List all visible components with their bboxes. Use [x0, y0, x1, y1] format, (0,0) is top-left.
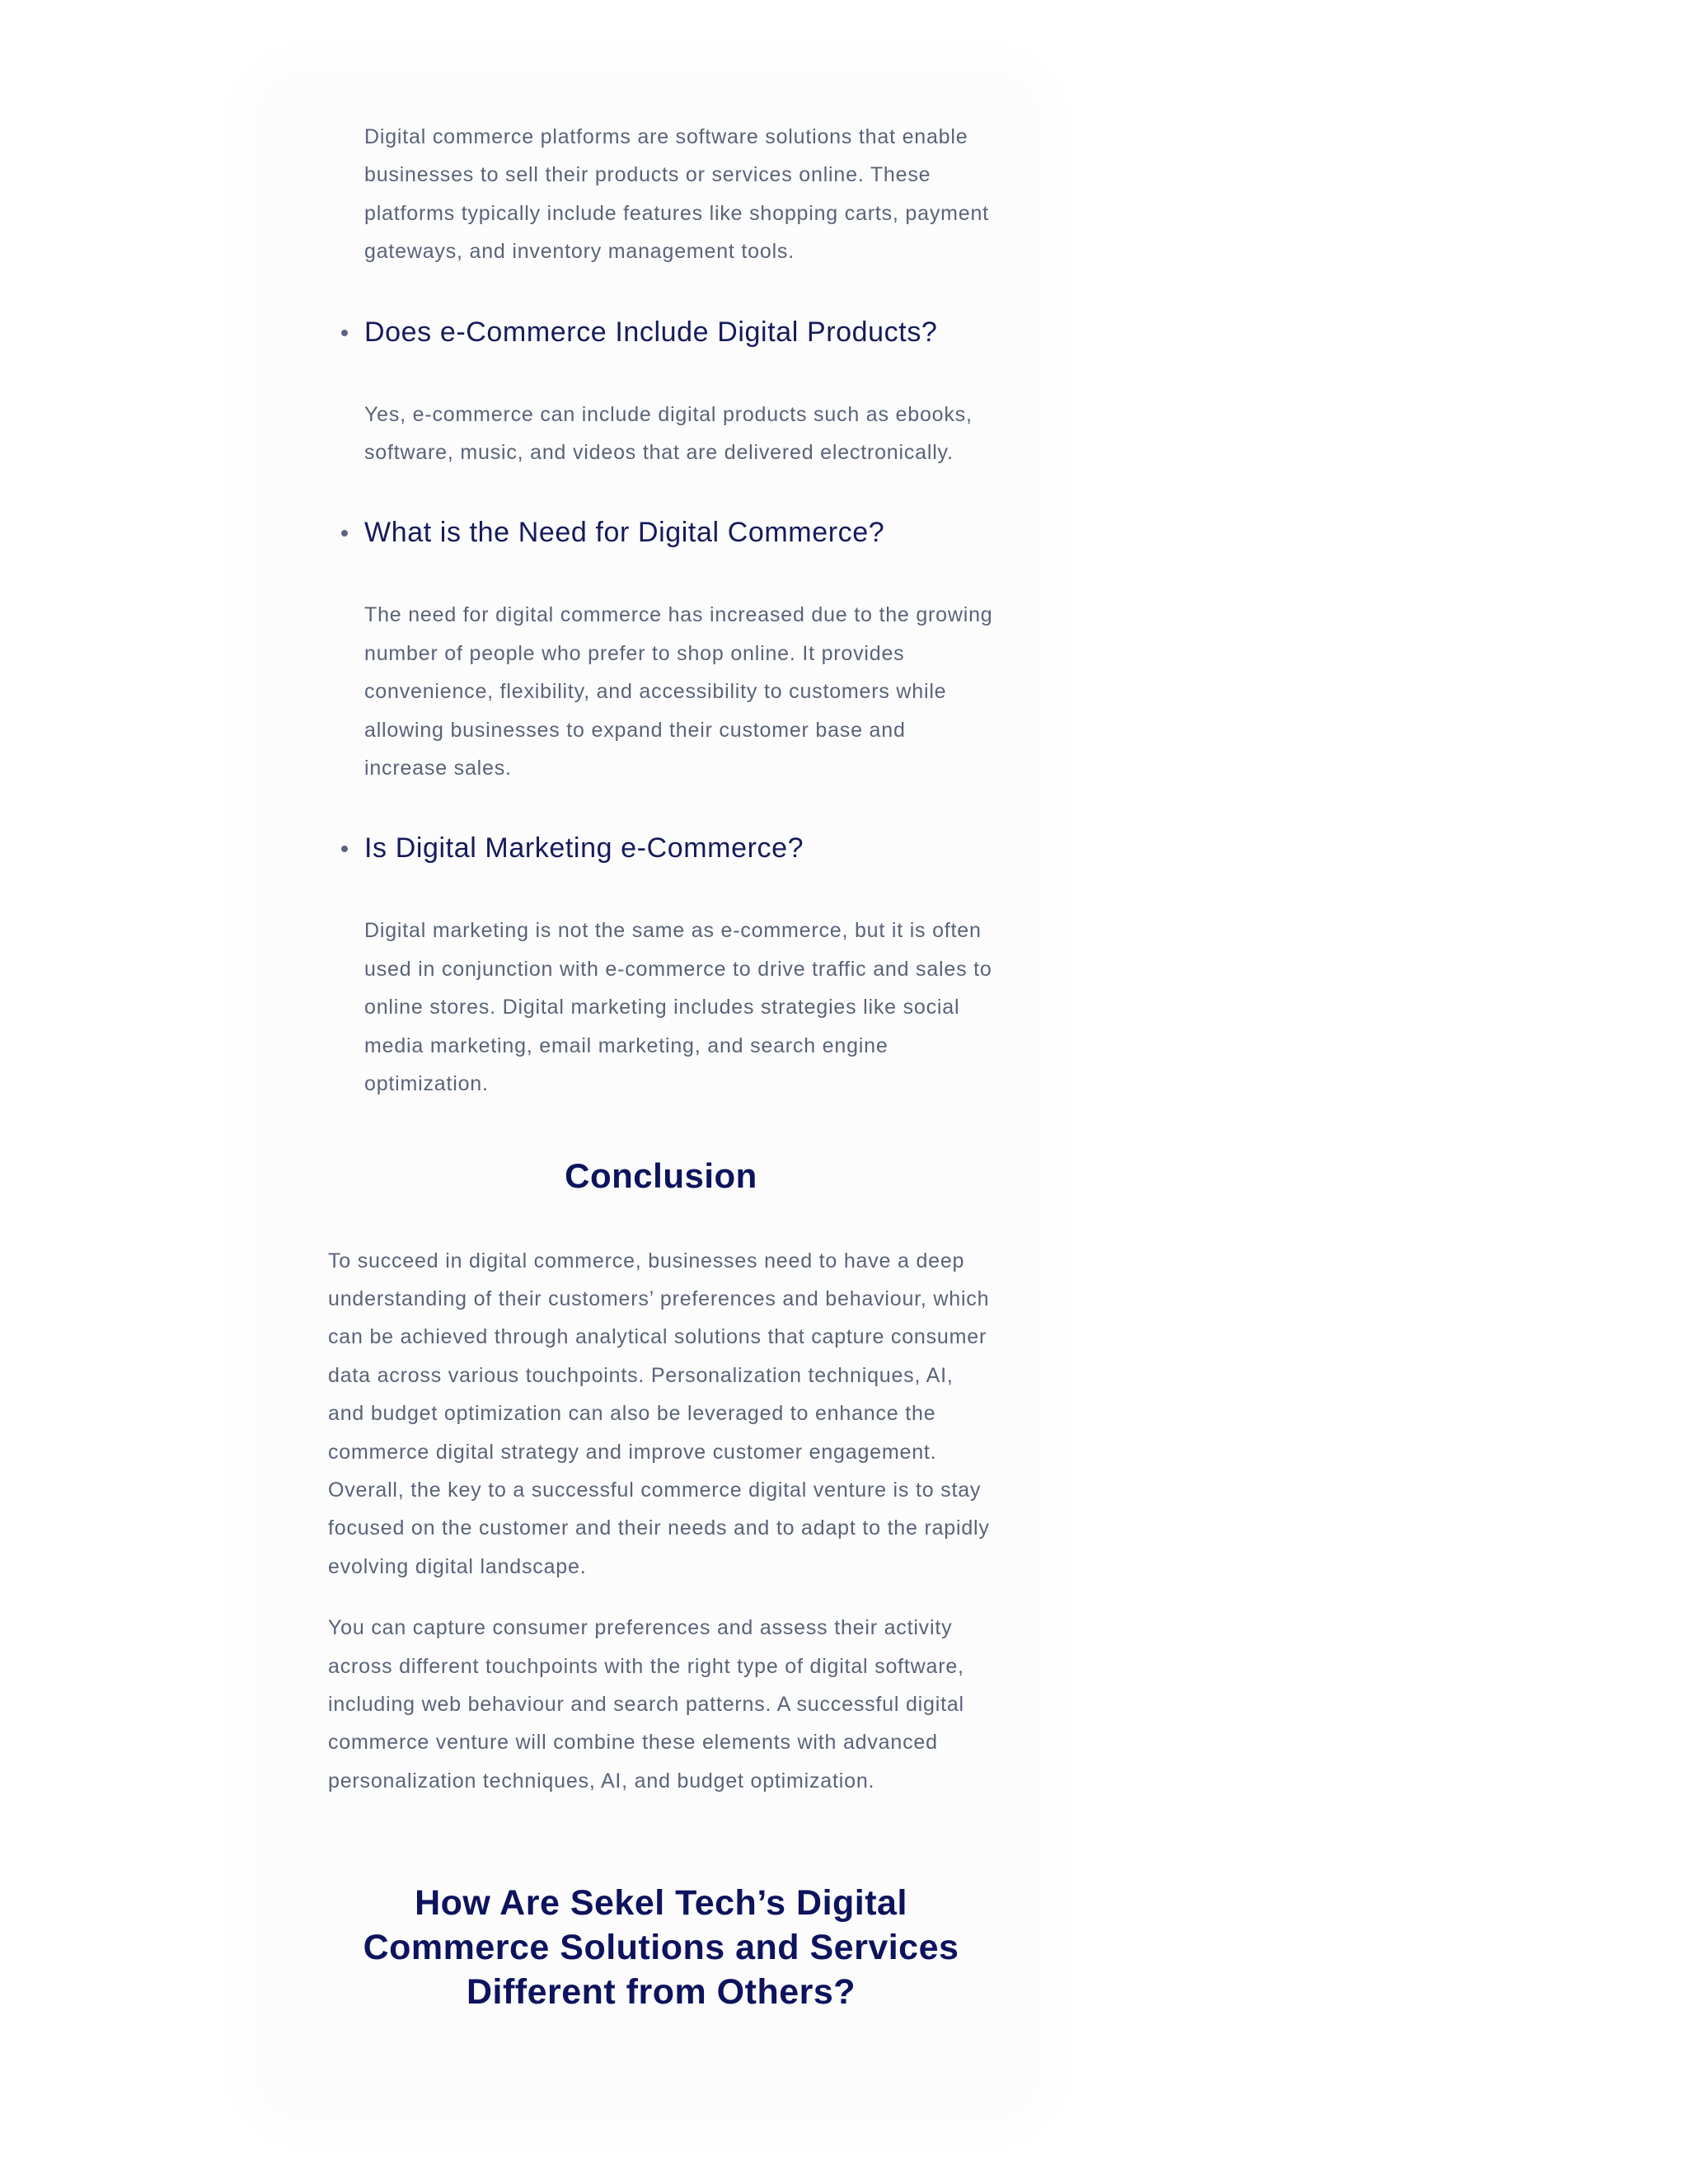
section-heading: How Are Sekel Tech’s Digital Commerce Solutions and Services Different from Others?: [363, 1883, 959, 2013]
faq-item: [328, 830, 994, 1103]
bullet-icon: [341, 846, 348, 852]
faq-question: Does e-Commerce Include Digital Products?: [364, 316, 938, 348]
faq-question: Is Digital Marketing e-Commerce?: [364, 832, 804, 865]
faq-answer: Digital marketing is not the same as e-commerce, but it is often used in conjunction with e-commerce to drive traffic and sales to online stores. Digital marketing includes strategies like social media marketing, email marketing, and search engine optimization.: [364, 919, 992, 1096]
bullet-icon: [341, 530, 348, 537]
conclusion-paragraph: You can capture consumer preferences and assess their activity across different touchpoints with the right type of digital software, including web behaviour and search patterns. A successful digital commerce venture will combine these elements with advanced personalization techniques, AI, and budget optimization.: [328, 1616, 964, 1793]
faq-question: What is the Need for Digital Commerce?: [364, 517, 885, 549]
faq-answer: Yes, e-commerce can include digital products such as ebooks, software, music, and videos that are delivered electronically.: [364, 402, 973, 465]
faq-item: [328, 514, 994, 787]
conclusion-heading: Conclusion: [565, 1155, 757, 1195]
faq-answer: Digital commerce platforms are software solutions that enable businesses to sell their products or services online. These platforms typically include features like shopping carts, payment gateways, and inventory management tools.: [364, 125, 989, 264]
conclusion-paragraph: To succeed in digital commerce, businesses need to have a deep understanding of their customers’ preferences and behaviour, which can be achieved through analytical solutions that capture consumer data across various touchpoints. Personalization techniques, AI, and budget optimization can also be leveraged to enhance the commerce digital strategy and improve customer engagement. Overall, the key to a successful commerce digital venture is to stay focused on the customer and their needs and to adapt to the rapidly evolving digital landscape.: [328, 1249, 990, 1578]
faq-item: [328, 314, 994, 472]
article-column: [328, 118, 994, 2014]
bullet-icon: [341, 330, 348, 336]
faq-answer: The need for digital commerce has increased due to the growing number of people who prefer to shop online. It provides convenience, flexibility, and accessibility to customers while allowing businesses to expand their customer base and increase sales.: [364, 603, 993, 780]
